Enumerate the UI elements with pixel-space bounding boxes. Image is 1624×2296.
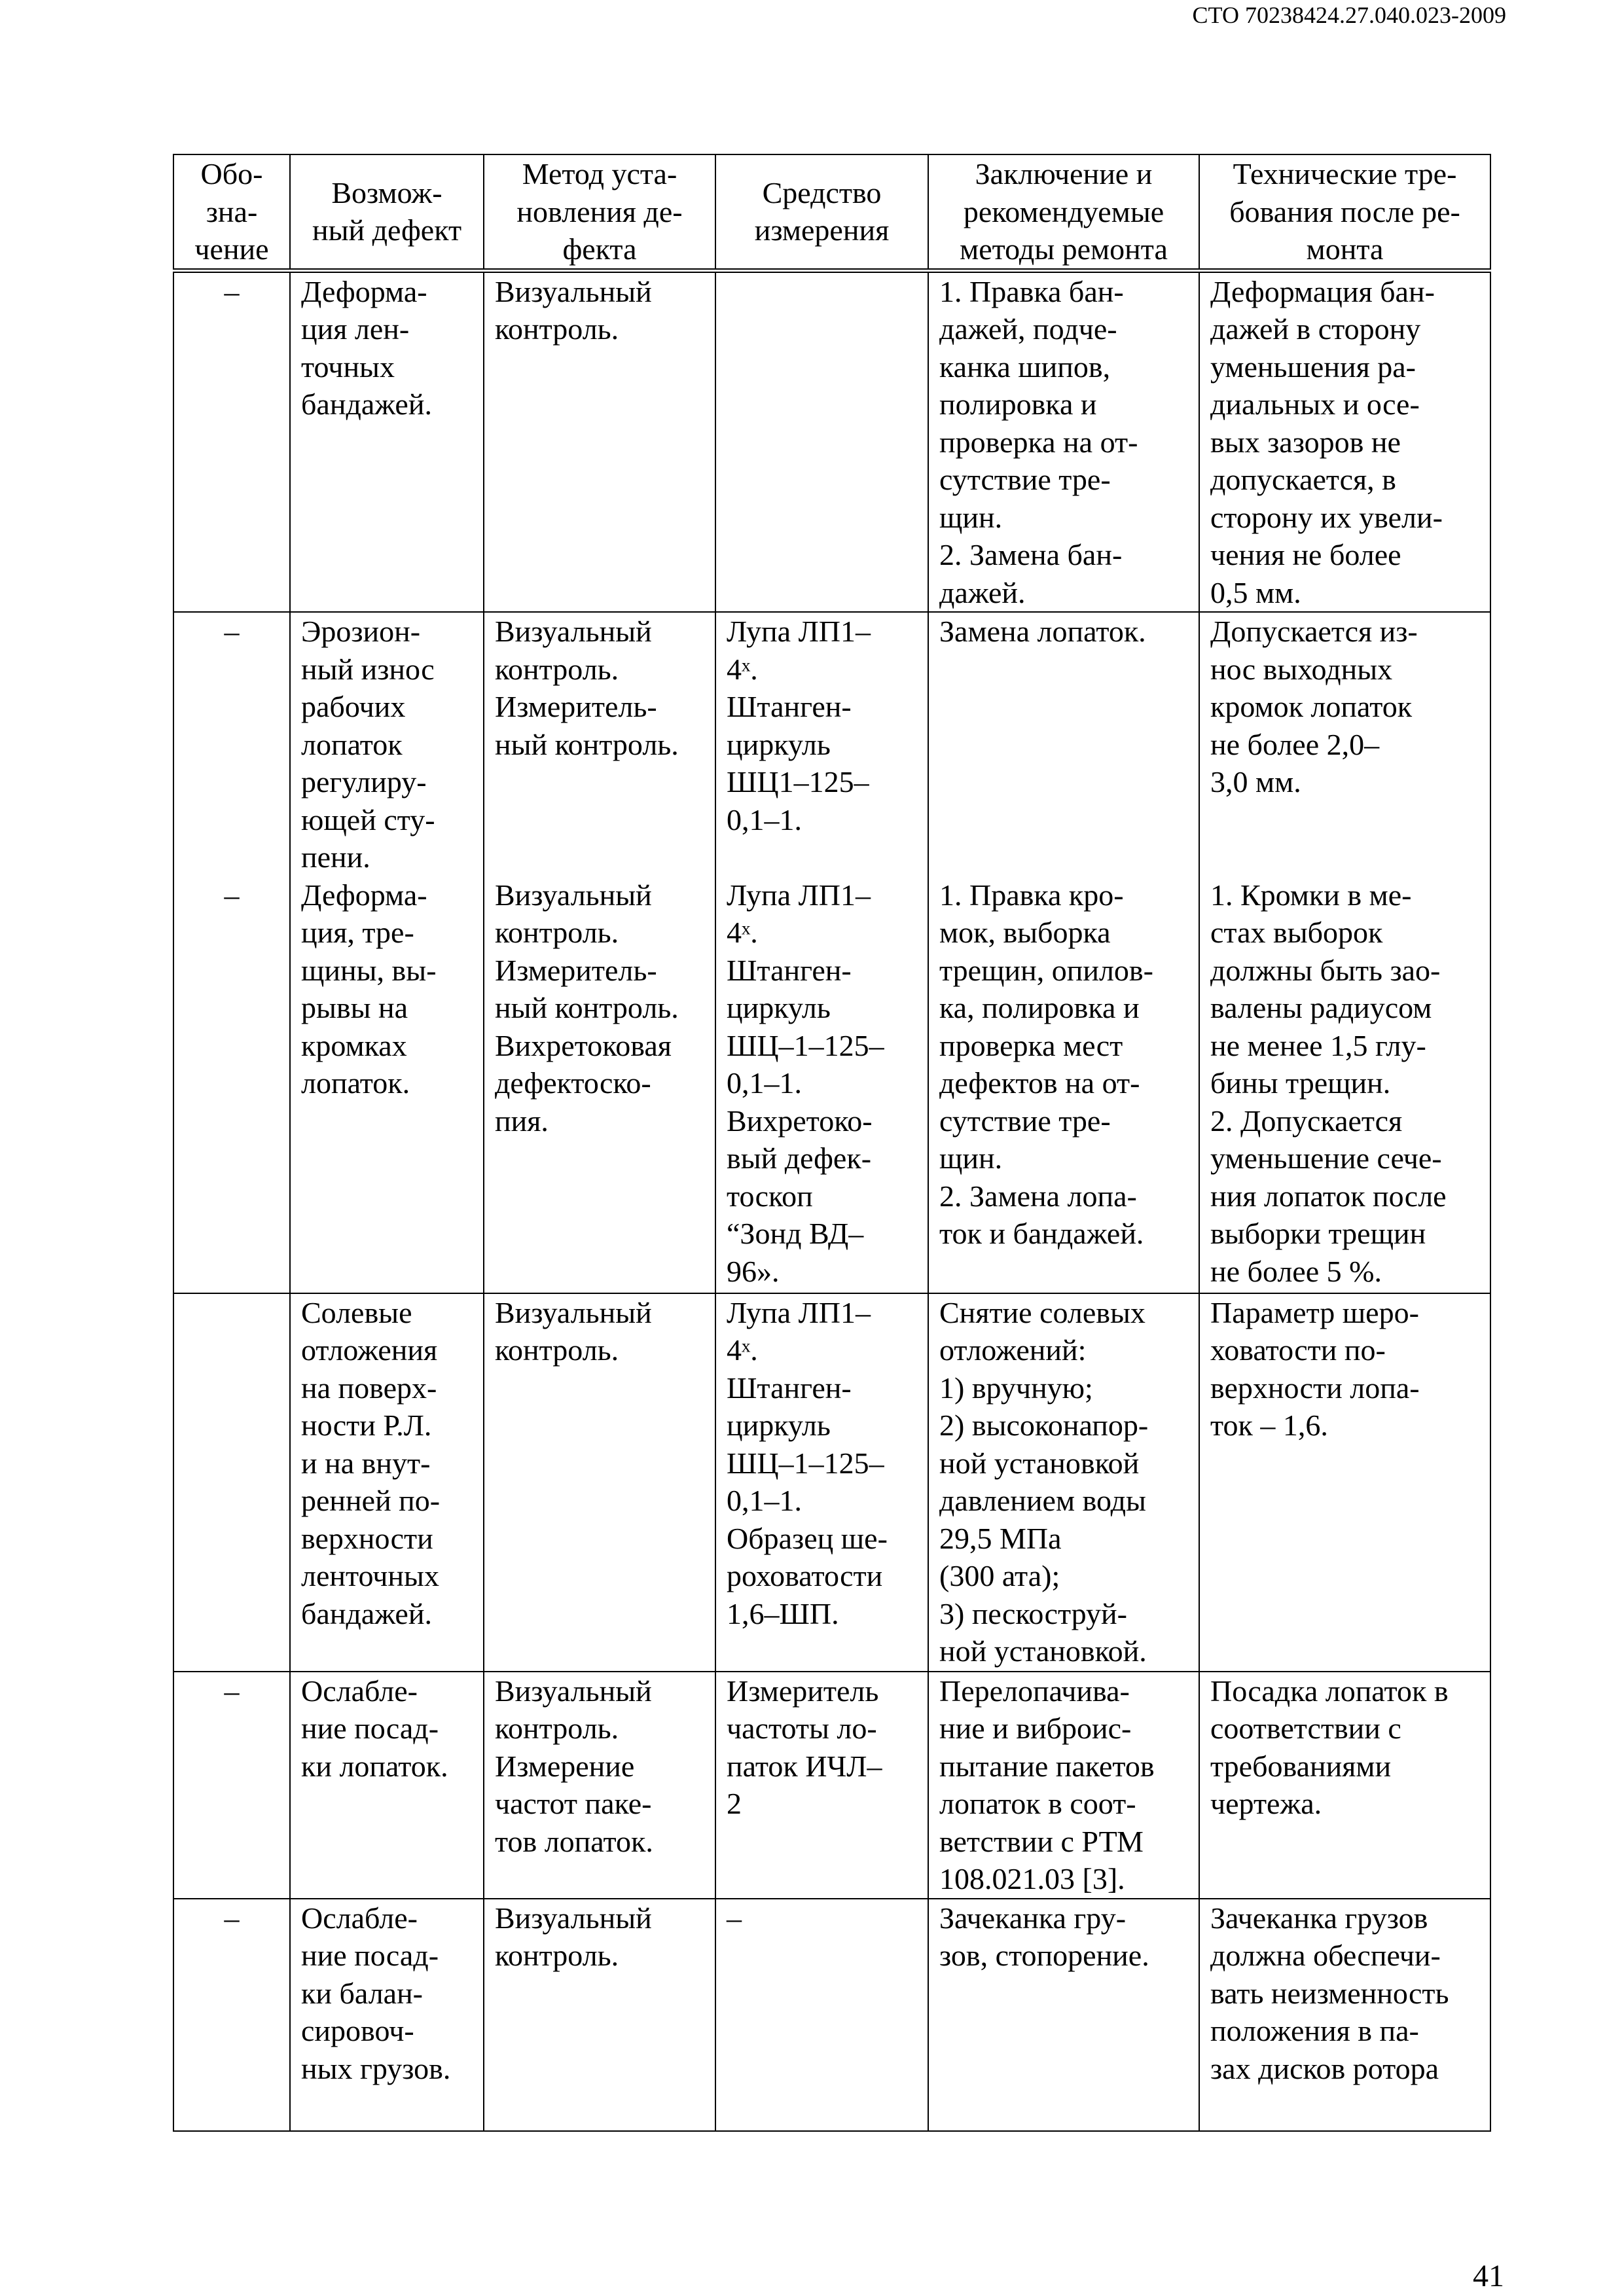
tool-cell: Лупа ЛП1– 4ˣ. Штанген- циркуль ШЦ–1–125– 0,1–1. Образец ше- роховатости 1,6–ШП. (715, 1293, 928, 1672)
table-row (173, 612, 1490, 876)
method-cell: Визуальный контроль. (484, 270, 715, 612)
repair-cell: Зачеканка гру- зов, стопорение. (928, 1899, 1199, 2131)
designation-cell: – (173, 876, 290, 1293)
method-cell: Визуальный контроль. (484, 1293, 715, 1672)
requirements-cell: Посадка лопаток в соответствии с требованиями чертежа. (1199, 1672, 1490, 1899)
designation-cell (173, 1293, 290, 1672)
defect-cell: Солевые отложения на поверх- ности Р.Л. и на внут- ренней по- верхности ленточных бандажей. (290, 1293, 484, 1672)
defect-cell: Ослабле- ние посад- ки лопаток. (290, 1672, 484, 1899)
document-code: СТО 70238424.27.040.023-2009 (1192, 2, 1506, 28)
requirements-cell: Допускается из- нос выходных кромок лопаток не более 2,0– 3,0 мм. (1199, 612, 1490, 876)
repair-cell: 1. Правка кро- мок, выборка трещин, опилов- ка, полировка и проверка мест дефектов на от- сутствие тре- щин. 2. Замена лопа- ток и бандажей. (928, 876, 1199, 1293)
column-header-requirements: Технические тре- бования после ре- монта (1199, 154, 1490, 270)
tool-cell: Измеритель частоты ло- паток ИЧЛ– 2 (715, 1672, 928, 1899)
table-header-row (173, 154, 1490, 270)
requirements-cell: Зачеканка грузов должна обеспечи- вать неизменность положения в па- зах дисков ротора (1199, 1899, 1490, 2131)
requirements-cell: Параметр шеро- ховатости по- верхности лопа- ток – 1,6. (1199, 1293, 1490, 1672)
designation-cell: – (173, 1672, 290, 1899)
defects-table (173, 154, 1491, 2132)
tool-cell (715, 270, 928, 612)
column-header-defect: Возмож- ный дефект (290, 154, 484, 270)
tool-cell: – (715, 1899, 928, 2131)
table-row (173, 876, 1490, 1293)
column-header-designation: Обо- зна- чение (173, 154, 290, 270)
defect-cell: Деформа- ция лен- точных бандажей. (290, 270, 484, 612)
requirements-cell: Деформация бан- дажей в сторону уменьшения ра- диальных и осе- вых зазоров не допускается, в сторону их увели- чения не более 0,5 мм. (1199, 270, 1490, 612)
page-number: 41 (1473, 2259, 1504, 2293)
designation-cell: – (173, 1899, 290, 2131)
column-header-tool: Средство измерения (715, 154, 928, 270)
method-cell: Визуальный контроль. Измерение частот паке- тов лопаток. (484, 1672, 715, 1899)
table-row (173, 1672, 1490, 1899)
method-cell: Визуальный контроль. (484, 1899, 715, 2131)
method-cell: Визуальный контроль. Измеритель- ный контроль. (484, 612, 715, 876)
requirements-cell: 1. Кромки в ме- стах выборок должны быть зао- валены радиусом не менее 1,5 глу- бины трещин. 2. Допускается уменьшение сече- ния лопаток после выборки трещин не более 5 %. (1199, 876, 1490, 1293)
table-row (173, 270, 1490, 612)
table-row (173, 1293, 1490, 1672)
repair-cell: Снятие солевых отложений: 1) вручную; 2) высоконапор- ной установкой давлением воды 29,5 МПа (300 ата); 3) пескоструй- ной установкой. (928, 1293, 1199, 1672)
table-row (173, 1899, 1490, 2131)
repair-cell: Замена лопаток. (928, 612, 1199, 876)
defect-cell: Эрозион- ный износ рабочих лопаток регулиру- ющей сту- пени. (290, 612, 484, 876)
column-header-method: Метод уста- новления де- фекта (484, 154, 715, 270)
repair-cell: Перелопачива- ние и виброис- пытание пакетов лопаток в соот- ветствии с РТМ 108.021.03 [3]. (928, 1672, 1199, 1899)
defect-cell: Ослабле- ние посад- ки балан- сировоч- ных грузов. (290, 1899, 484, 2131)
method-cell: Визуальный контроль. Измеритель- ный контроль. Вихретоковая дефектоско- пия. (484, 876, 715, 1293)
tool-cell: Лупа ЛП1– 4ˣ. Штанген- циркуль ШЦ–1–125– 0,1–1. Вихретоко- вый дефек- тоскоп “Зонд ВД– 96». (715, 876, 928, 1293)
defect-cell: Деформа- ция, тре- щины, вы- рывы на кромках лопаток. (290, 876, 484, 1293)
repair-cell: 1. Правка бан- дажей, подче- канка шипов, полировка и проверка на от- сутствие тре- щин. 2. Замена бан- дажей. (928, 270, 1199, 612)
column-header-repair: Заключение и рекомендуемые методы ремонта (928, 154, 1199, 270)
designation-cell: – (173, 270, 290, 612)
designation-cell: – (173, 612, 290, 876)
tool-cell: Лупа ЛП1– 4ˣ. Штанген- циркуль ШЦ1–125– 0,1–1. (715, 612, 928, 876)
